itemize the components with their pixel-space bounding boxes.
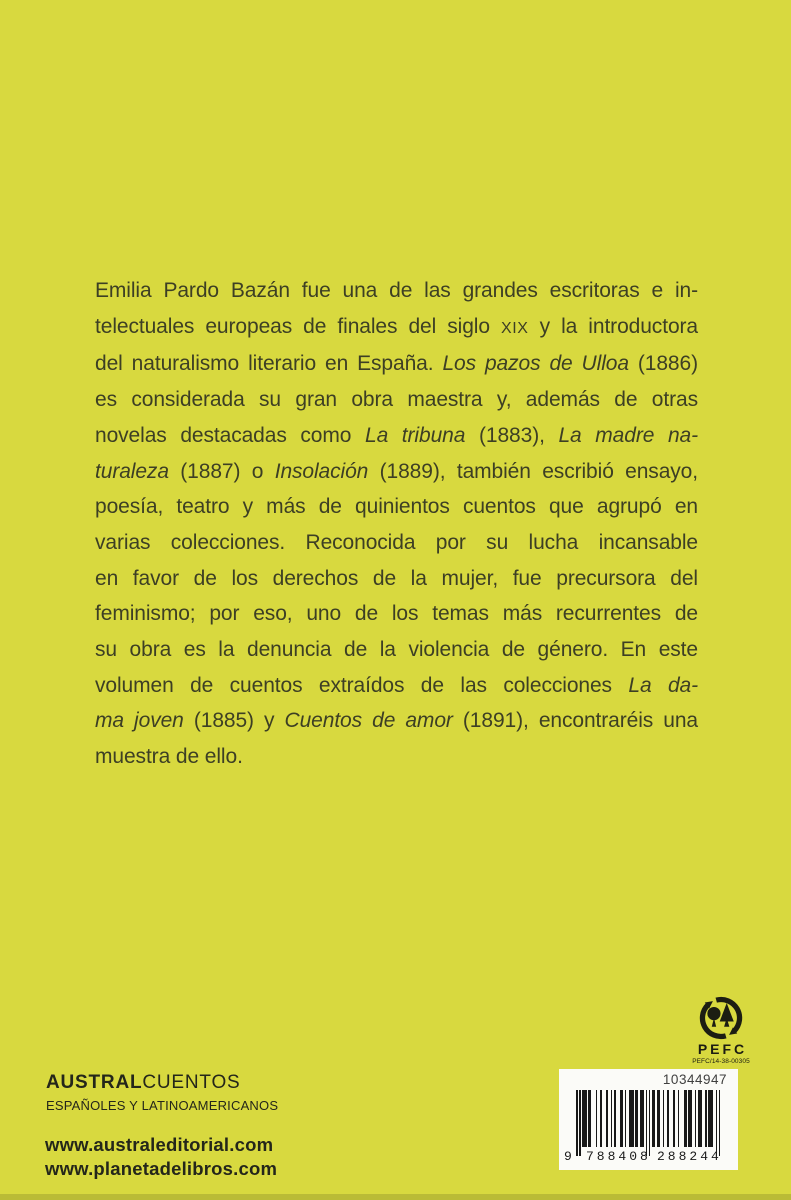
publisher-logo: [46, 1072, 241, 1094]
publisher-urls: [45, 1133, 277, 1181]
barcode-bar: [708, 1090, 713, 1147]
barcode-bar: [652, 1090, 655, 1147]
barcode-bar: [600, 1090, 602, 1147]
synopsis-line: volumen de cuentos extraídos de las colecciones La da-: [95, 673, 698, 697]
page-bottom-shadow: [0, 1194, 791, 1200]
pefc-certification: [686, 996, 756, 1065]
barcode-bar: [657, 1090, 660, 1147]
publisher-url: www.planetadelibros.com: [45, 1158, 278, 1179]
synopsis-line: en favor de los derechos de la mujer, fue precursora del: [95, 566, 698, 590]
synopsis-line: feminismo; por eso, uno de los temas más recurrentes de: [95, 602, 698, 626]
publisher-url: www.australeditorial.com: [45, 1134, 274, 1155]
isbn-number: [559, 1149, 738, 1167]
barcode-bar: [596, 1090, 598, 1147]
barcode-bar: [579, 1090, 581, 1156]
brand-name-austral: AUSTRAL: [46, 1072, 143, 1093]
barcode-panel: [559, 1069, 738, 1170]
barcode-bar: [719, 1090, 721, 1156]
ean-barcode-icon: [576, 1090, 722, 1156]
synopsis-line: es considerada su gran obra maestra y, además de otras: [95, 388, 698, 412]
barcode-bar: [629, 1090, 634, 1147]
barcode-bar: [705, 1090, 707, 1147]
synopsis-line: poesía, teatro y más de quinientos cuentos que agrupó en: [95, 495, 698, 519]
brand-name-cuentos: CUENTOS: [142, 1072, 241, 1093]
synopsis-line: su obra es la denuncia de la violencia de género. En este: [95, 638, 698, 662]
synopsis-line: novelas destacadas como La tribuna (1883), La madre na-: [95, 423, 699, 447]
synopsis-line: ma joven (1885) y Cuentos de amor (1891), encontraréis una: [95, 709, 698, 733]
barcode-number: 10344947: [662, 1072, 727, 1087]
barcode-bar: [695, 1090, 697, 1147]
barcode-bar: [663, 1090, 665, 1147]
barcode-bar: [667, 1090, 669, 1147]
pefc-label: PEFC: [697, 1041, 748, 1057]
synopsis-line: telectuales europeas de finales del siglo XIX y la introductora: [95, 314, 698, 338]
barcode-bar: [635, 1090, 638, 1147]
barcode-bar: [614, 1090, 616, 1147]
barcode-bar: [678, 1090, 680, 1147]
synopsis-line: muestra de ello.: [95, 745, 243, 769]
pefc-code: PEFC/14-38-00305: [692, 1058, 750, 1065]
barcode-bar: [576, 1090, 578, 1156]
synopsis-line: Emilia Pardo Bazán fue una de las grandes escritoras e in-: [95, 279, 698, 302]
pefc-trees-circle-icon: [698, 996, 744, 1040]
barcode-bar: [698, 1090, 703, 1147]
barcode-bar: [606, 1090, 608, 1147]
barcode-bar: [688, 1090, 691, 1147]
barcode-bar: [611, 1090, 613, 1147]
barcode-bar: [582, 1090, 587, 1147]
brand-subtitle: ESPAÑOLES Y LATINOAMERICANOS: [46, 1098, 279, 1113]
barcode-bar: [649, 1090, 651, 1156]
barcode-bar: [588, 1090, 591, 1147]
synopsis-line: del naturalismo literario en España. Los pazos de Ulloa (1886): [95, 352, 698, 376]
synopsis-paragraph: [95, 273, 698, 775]
barcode-bar: [684, 1090, 687, 1147]
isbn-group2: 288244: [657, 1149, 722, 1164]
synopsis-line: turaleza (1887) o Insolación (1889), también escribió ensayo,: [95, 459, 698, 483]
barcode-bar: [640, 1090, 645, 1147]
barcode-bar: [625, 1090, 627, 1147]
barcode-bar: [646, 1090, 648, 1156]
barcode-bar: [673, 1090, 675, 1147]
synopsis-line: varias colecciones. Reconocida por su lucha incansable: [95, 530, 698, 554]
barcode-bar: [620, 1090, 623, 1147]
isbn-first-digit: 9: [564, 1149, 572, 1164]
barcode-bar: [716, 1090, 718, 1156]
isbn-group1: 788408: [586, 1149, 651, 1164]
